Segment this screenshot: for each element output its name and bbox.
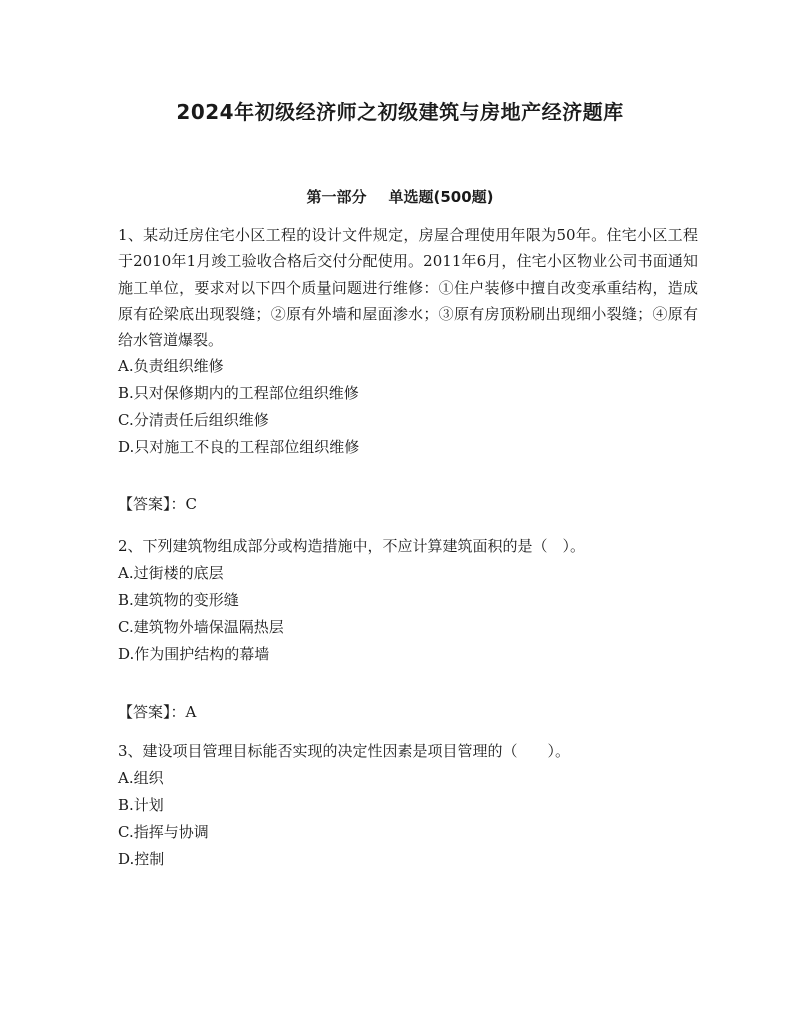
option-d: D.作为围护结构的幕墙 (118, 644, 270, 663)
option-d: D.控制 (118, 849, 165, 868)
option-a: A.组织 (118, 768, 164, 787)
option-d: D.只对施工不良的工程部位组织维修 (118, 438, 360, 457)
document-title: 2024年初级经济师之初级建筑与房地产经济题库 (176, 100, 624, 124)
option-c: C.分清责任后组织维修 (118, 411, 269, 430)
question-stem: 1、某动迁房住宅小区工程的设计文件规定，房屋合理使用年限为50年。住宅小区工程于2010年1月竣工验收合格后交付分配使用。2011年6月，住宅小区物业公司书面通知施工单位，要求对以下四个质量问题进行维修：①住户装修中擅自改变承重结构，造成原有砼梁底出现裂缝；②原有外墙和屋面渗水；③原有房顶粉刷出现细小裂缝；④原有给水管道爆裂。 (118, 226, 698, 350)
option-a: A.负责组织维修 (118, 357, 224, 376)
question-1 (118, 222, 698, 518)
section-heading (0, 186, 800, 207)
option-c: C.指挥与协调 (118, 822, 209, 841)
section-type: 单选题(500题) (388, 188, 494, 206)
question-2 (118, 533, 698, 725)
answer-label: 【答案】：C (118, 495, 197, 514)
option-c: C.建筑物外墙保温隔热层 (118, 617, 284, 636)
section-part: 第一部分 (306, 188, 367, 206)
option-b: B.建筑物的变形缝 (118, 590, 239, 609)
question-stem: 2、下列建筑物组成部分或构造措施中，不应计算建筑面积的是（ ）。 (118, 537, 586, 556)
question-3 (118, 738, 698, 873)
option-b: B.计划 (118, 795, 164, 814)
option-a: A.过街楼的底层 (118, 563, 224, 582)
question-list (118, 222, 698, 873)
option-b: B.只对保修期内的工程部位组织维修 (118, 384, 359, 403)
question-stem: 3、建设项目管理目标能否实现的决定性因素是项目管理的（ ）。 (118, 741, 571, 760)
answer-label: 【答案】：A (118, 702, 197, 721)
